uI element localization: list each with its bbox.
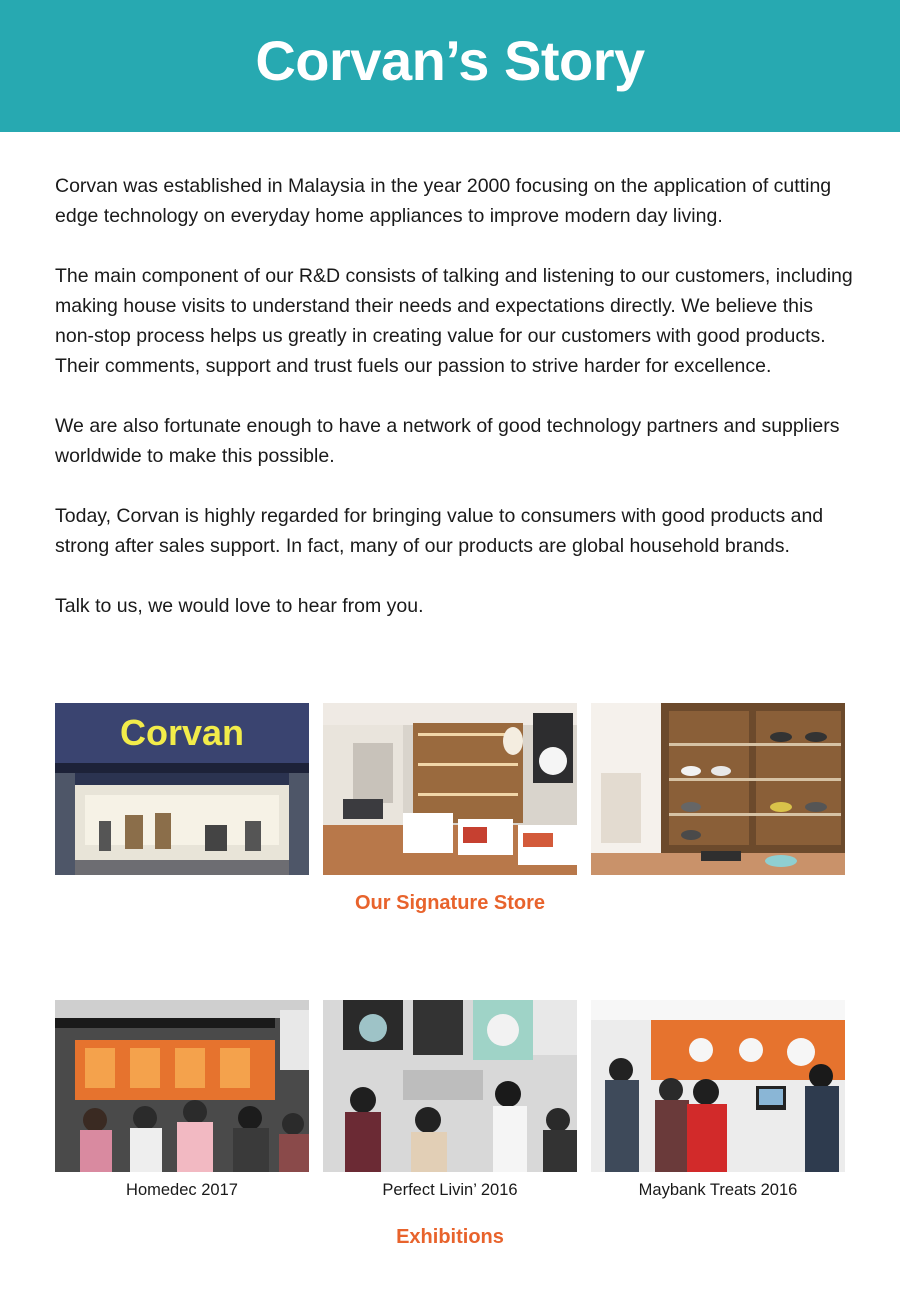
store-photo-row xyxy=(55,703,845,875)
exhibition-caption: Homedec 2017 xyxy=(126,1181,238,1199)
homedec-2017-photo xyxy=(55,1000,309,1172)
intro-paragraph: Today, Corvan is highly regarded for bringing value to consumers with good products and strong after sales support. In fact, many of our products are global household brands. xyxy=(55,505,824,557)
store-interior-photo xyxy=(323,703,577,875)
intro-paragraph: We are also fortunate enough to have a network of good technology partners and suppliers worldwide to make this possible. xyxy=(55,415,840,467)
page-title: Corvan’s Story xyxy=(255,28,645,92)
intro-text xyxy=(55,171,855,651)
page-header xyxy=(0,0,900,132)
exhibition-caption: Perfect Livin’ 2016 xyxy=(382,1181,518,1199)
maybank-treats-2016-photo xyxy=(591,1000,845,1172)
store-title-text: Our Signature Store xyxy=(354,892,546,914)
intro-paragraph: Corvan was established in Malaysia in the year 2000 focusing on the application of cutting edge technology on everyday home appliances to improve modern day living. xyxy=(55,175,832,227)
product-shelf-photo xyxy=(591,703,845,875)
exhibition-caption: Maybank Treats 2016 xyxy=(638,1181,798,1199)
exhibitions-title-text: Exhibitions xyxy=(396,1226,504,1248)
intro-paragraph: The main component of our R&D consists of talking and listening to our customers, including making house visits to understand their needs and expectations directly. We believe this non-stop process helps us greatly in creating value for our customers with good products. Their comments, support and trust fuels our passion to strive harder for excellence. xyxy=(55,265,853,377)
storefront-photo xyxy=(55,703,309,875)
corvan-sign-text: Corvan xyxy=(119,712,245,753)
perfect-livin-2016-photo xyxy=(323,1000,577,1172)
intro-paragraph: Talk to us, we would love to hear from you. xyxy=(55,595,424,617)
store-section-title xyxy=(0,892,900,915)
exhibition-photo-row xyxy=(55,1000,845,1172)
exhibitions-section-title xyxy=(0,1226,900,1249)
